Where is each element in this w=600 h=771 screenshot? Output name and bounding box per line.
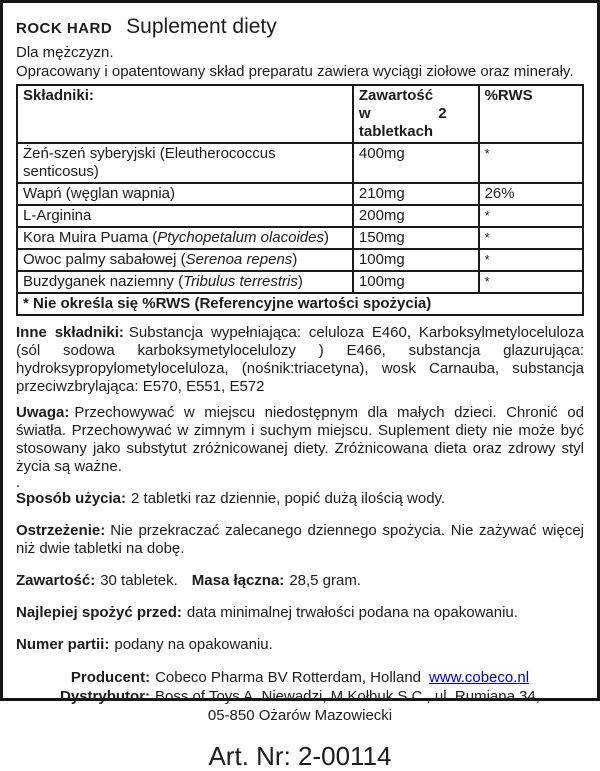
column-header-rws: %RWS — [479, 85, 583, 143]
amount-header-line3: tabletkach — [358, 123, 434, 140]
ingredient-amount: 400mg — [353, 143, 479, 183]
caution-text: Nie przekraczać zalecanego dziennego spożycia. Nie zażywać więcej niż dwie tabletki na dobę. — [16, 522, 584, 557]
section-batch-number — [16, 636, 584, 654]
table-footnote-row — [17, 293, 583, 315]
total-mass-label: Masa łączna: — [191, 572, 285, 589]
stray-dot: . — [16, 474, 21, 491]
usage-text: 2 tabletki raz dziennie, popić dużą ilością wody. — [131, 490, 446, 507]
ingredient-rws: * — [479, 205, 583, 227]
section-usage — [16, 490, 584, 508]
section-caution — [16, 522, 584, 558]
distributor-label: Dystrybutor: — [60, 688, 151, 705]
table-row — [17, 205, 583, 227]
company-info-block — [16, 668, 584, 725]
batch-number-text: podany na opakowaniu. — [114, 636, 273, 653]
ingredient-rws: * — [479, 227, 583, 249]
table-row — [17, 271, 583, 293]
ingredient-rws: 26% — [479, 183, 583, 205]
table-row — [17, 227, 583, 249]
ingredient-name: Wapń (węglan wapnia) — [17, 183, 353, 205]
article-number: Art. Nr: 2-00114 — [208, 741, 392, 771]
section-storage-note — [16, 404, 584, 476]
brand-name: ROCK HARD — [16, 20, 113, 37]
total-mass-text: 28,5 gram. — [289, 572, 362, 589]
ingredient-amount: 150mg — [353, 227, 479, 249]
title-bar — [16, 15, 584, 38]
ingredient-name: Owoc palmy sabałowej (Serenoa repens) — [17, 249, 353, 271]
table-header-row — [17, 85, 583, 143]
other-ingredients-label: Inne składniki: — [16, 324, 124, 341]
ingredient-amount: 100mg — [353, 271, 479, 293]
amount-header-w: w — [358, 105, 371, 122]
column-header-ingredients: Składniki: — [17, 85, 353, 143]
ingredients-table — [16, 84, 584, 316]
ingredient-amount: 200mg — [353, 205, 479, 227]
distributor-city-line: 05-850 Ożarów Mazowiecki — [207, 707, 393, 724]
ingredient-amount: 210mg — [353, 183, 479, 205]
section-best-before — [16, 604, 584, 622]
amount-header-line2 — [359, 105, 473, 123]
ingredient-name: Buzdyganek naziemny (Tribulus terrestris) — [17, 271, 353, 293]
distributor-line — [16, 687, 584, 706]
column-header-amount — [353, 85, 479, 143]
contents-label: Zawartość: — [16, 572, 96, 589]
contents-text: 30 tabletek. — [100, 572, 178, 589]
table-row — [17, 143, 583, 183]
storage-note-text: Przechowywać w miejscu niedostępnym dla małych dzieci. Chronić od światła. Przechowywać w zimnym i suchym miejscu. Suplement diety nie może być stosowany jako substytut zróżnicowanej diety. Zróżnicowana dieta oraz zdrowy styl życia są ważne. — [16, 404, 584, 475]
storage-note-label: Uwaga: — [16, 404, 70, 421]
best-before-text: data minimalnej trwałości podana na opakowaniu. — [186, 604, 518, 621]
other-ingredients-text: Substancja wypełniająca: celuloza E460, Karboksylmetyloceluloza (sól sodowa karboksymetylocelulozy ) E466, substancja glazurująca: hydroksypropylometyloceluloza, (nośnik:triacetyna), wosk Carnauba, substancja przeciwzbrylająca: E570, E551, E572 — [16, 324, 584, 395]
section-other-ingredients — [16, 324, 584, 396]
section-contents — [16, 572, 584, 590]
ingredient-rws: * — [479, 271, 583, 293]
ingredient-name: Kora Muira Puama (Ptychopetalum olacoides) — [17, 227, 353, 249]
producer-website-link[interactable]: www.cobeco.nl — [429, 669, 530, 686]
batch-number-label: Numer partii: — [16, 636, 110, 653]
producer-line — [16, 668, 584, 687]
producer-text: Cobeco Pharma BV Rotterdam, Holland — [155, 669, 422, 686]
caution-label: Ostrzeżenie: — [16, 522, 106, 539]
ingredient-name: Żeń-szeń syberyjski (Eleutherococcus senticosus) — [17, 143, 353, 183]
producer-label: Producent: — [70, 669, 151, 686]
ingredient-amount: 100mg — [353, 249, 479, 271]
ingredient-rws: * — [479, 249, 583, 271]
table-row — [17, 249, 583, 271]
page-title: Suplement diety — [126, 15, 277, 38]
intro-line-audience: Dla mężczyzn. — [16, 44, 114, 61]
table-footnote: * Nie określa się %RWS (Referencyjne wartości spożycia) — [17, 293, 583, 315]
best-before-label: Najlepiej spożyć przed: — [16, 604, 182, 621]
ingredient-name: L-Arginina — [17, 205, 353, 227]
table-row — [17, 183, 583, 205]
intro-line-description: Opracowany i opatentowany skład preparatu zawiera wyciągi ziołowe oraz minerały. — [16, 63, 574, 80]
amount-header-line1: Zawartość — [358, 87, 434, 104]
amount-header-count: 2 — [438, 105, 447, 122]
ingredient-rws: * — [479, 143, 583, 183]
usage-label: Sposób użycia: — [16, 490, 127, 507]
distributor-text: Boss of Toys A. Niewadzi, M Kołbuk S.C., ul. Rumiana 34, — [155, 688, 540, 705]
